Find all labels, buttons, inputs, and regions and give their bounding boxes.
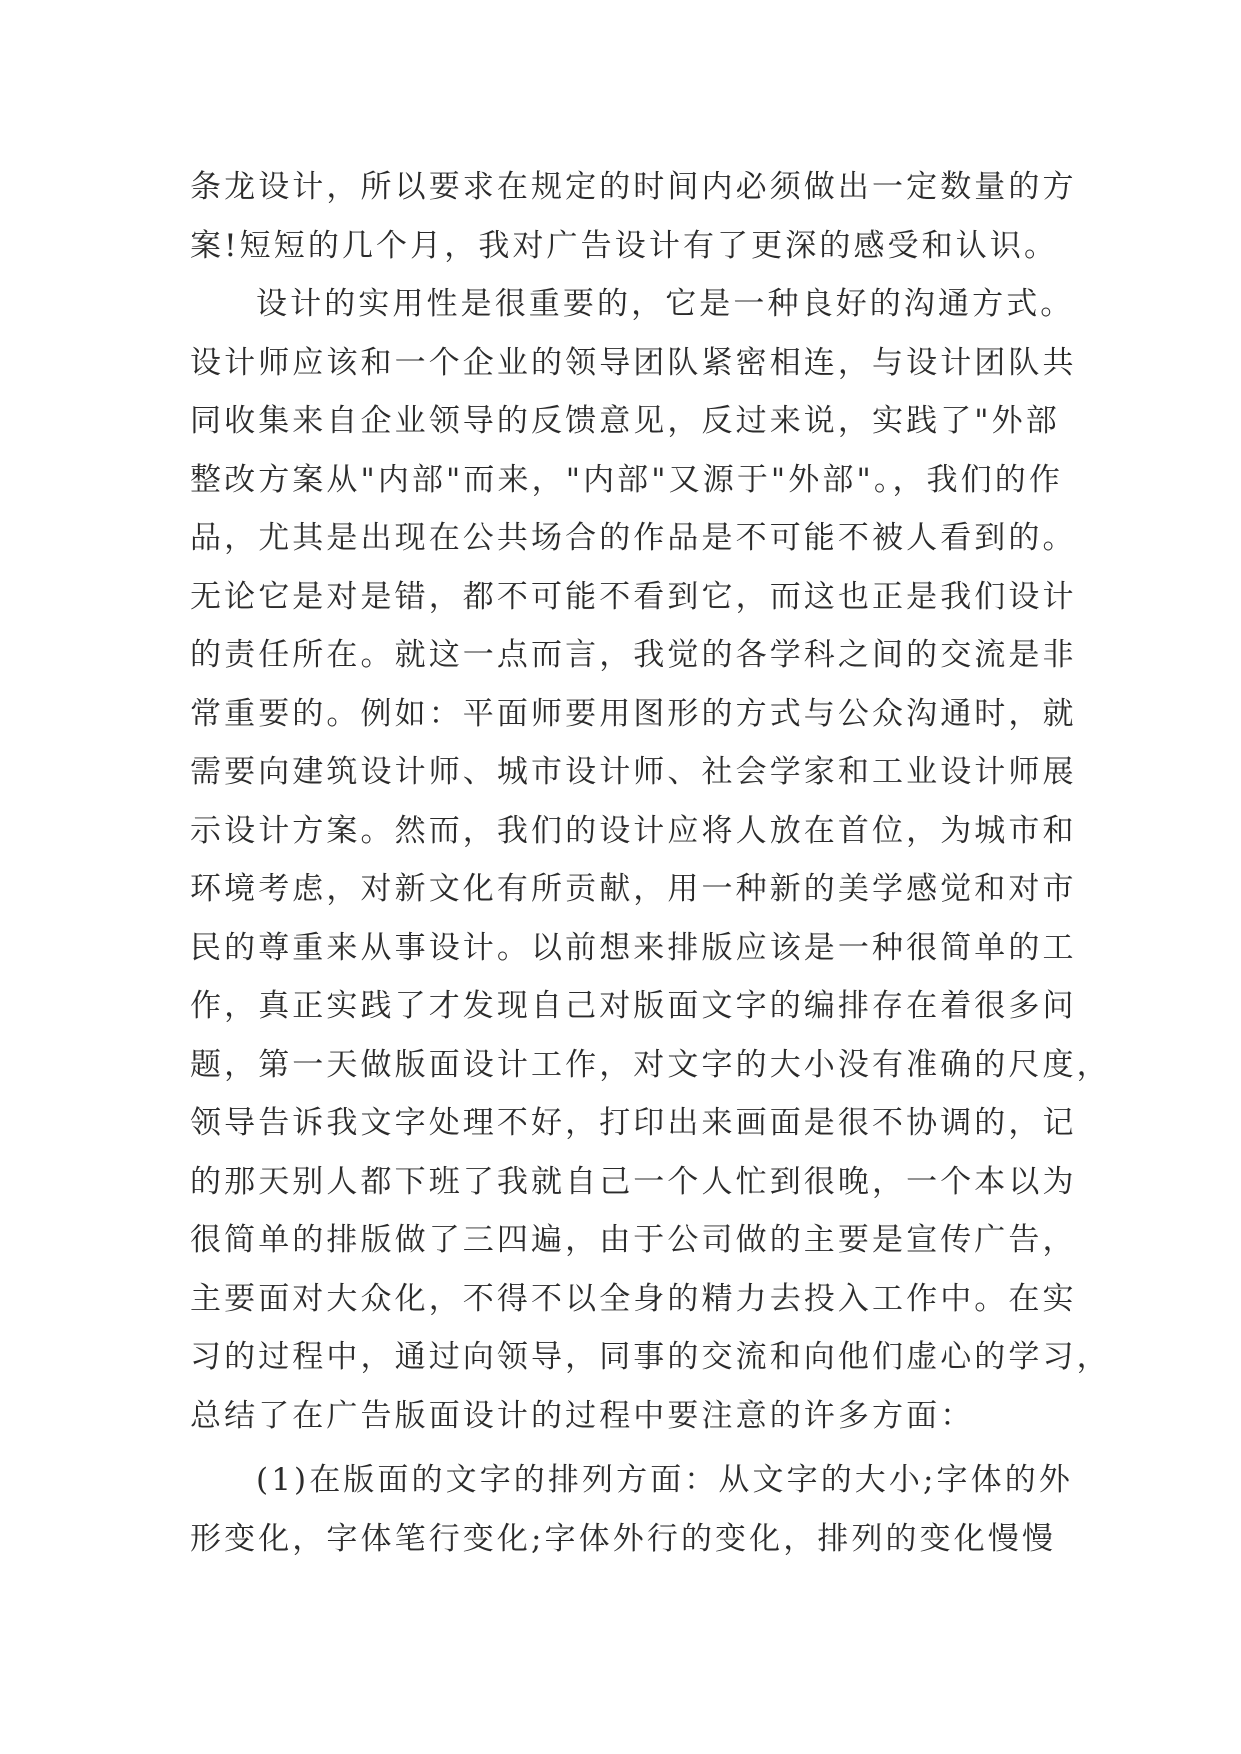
text-line: 很简单的排版做了三四遍，由于公司做的主要是宣传广告， bbox=[190, 1222, 1077, 1258]
paragraph-1 bbox=[190, 158, 1077, 275]
text-line: 示设计方案。然而，我们的设计应将人放在首位，为城市和 bbox=[190, 812, 1077, 849]
text-line: 的责任所在。就这一点而言，我觉的各学科之间的交流是非 bbox=[190, 637, 1077, 673]
text-line: 整改方案从"内部"而来，"内部"又源于"外部"。，我们的作 bbox=[190, 461, 1063, 498]
text-line: 设计的实用性是很重要的，它是一种良好的沟通方式。 bbox=[256, 286, 1075, 322]
text-line: 设计师应该和一个企业的领导团队紧密相连，与设计团队共 bbox=[190, 344, 1077, 381]
text-line: 条龙设计，所以要求在规定的时间内必须做出一定数量的方 bbox=[190, 169, 1077, 205]
text-line: 无论它是对是错，都不可能不看到它，而这也正是我们设计 bbox=[190, 578, 1077, 615]
text-line: 常重要的。例如：平面师要用图形的方式与公众沟通时，就 bbox=[190, 695, 1077, 732]
document-body bbox=[190, 158, 1111, 1568]
text-line: 民的尊重来从事设计。以前想来排版应该是一种很简单的工 bbox=[190, 929, 1077, 966]
text-line: 主要面对大众化，不得不以全身的精力去投入工作中。在实 bbox=[190, 1280, 1077, 1317]
text-line: 需要向建筑设计师、城市设计师、社会学家和工业设计师展 bbox=[190, 754, 1077, 790]
text-line: 环境考虑，对新文化有所贡献，用一种新的美学感觉和对市 bbox=[190, 871, 1077, 907]
text-line: 作，真正实践了才发现自己对版面文字的编排存在着很多问 bbox=[190, 988, 1077, 1024]
paragraph-2 bbox=[190, 275, 1111, 1445]
text-line: 习的过程中，通过向领导，同事的交流和向他们虚心的学习， bbox=[190, 1339, 1111, 1375]
paragraph-3 bbox=[190, 1451, 1073, 1568]
text-line: (1)在版面的文字的排列方面：从文字的大小;字体的外 bbox=[256, 1462, 1073, 1498]
text-line: 的那天别人都下班了我就自己一个人忙到很晚，一个本以为 bbox=[190, 1163, 1077, 1200]
text-line: 同收集来自企业领导的反馈意见，反过来说，实践了"外部 bbox=[190, 403, 1060, 439]
text-line: 品，尤其是出现在公共场合的作品是不可能不被人看到的。 bbox=[190, 520, 1077, 556]
text-line: 总结了在广告版面设计的过程中要注意的许多方面： bbox=[190, 1397, 975, 1434]
text-line: 案!短短的几个月，我对广告设计有了更深的感受和认识。 bbox=[190, 227, 1059, 264]
text-line: 形变化，字体笔行变化;字体外行的变化，排列的变化慢慢 bbox=[190, 1520, 1057, 1557]
text-line: 领导告诉我文字处理不好，打印出来画面是很不协调的，记 bbox=[190, 1105, 1077, 1141]
text-line: 题，第一天做版面设计工作，对文字的大小没有准确的尺度， bbox=[190, 1046, 1111, 1083]
